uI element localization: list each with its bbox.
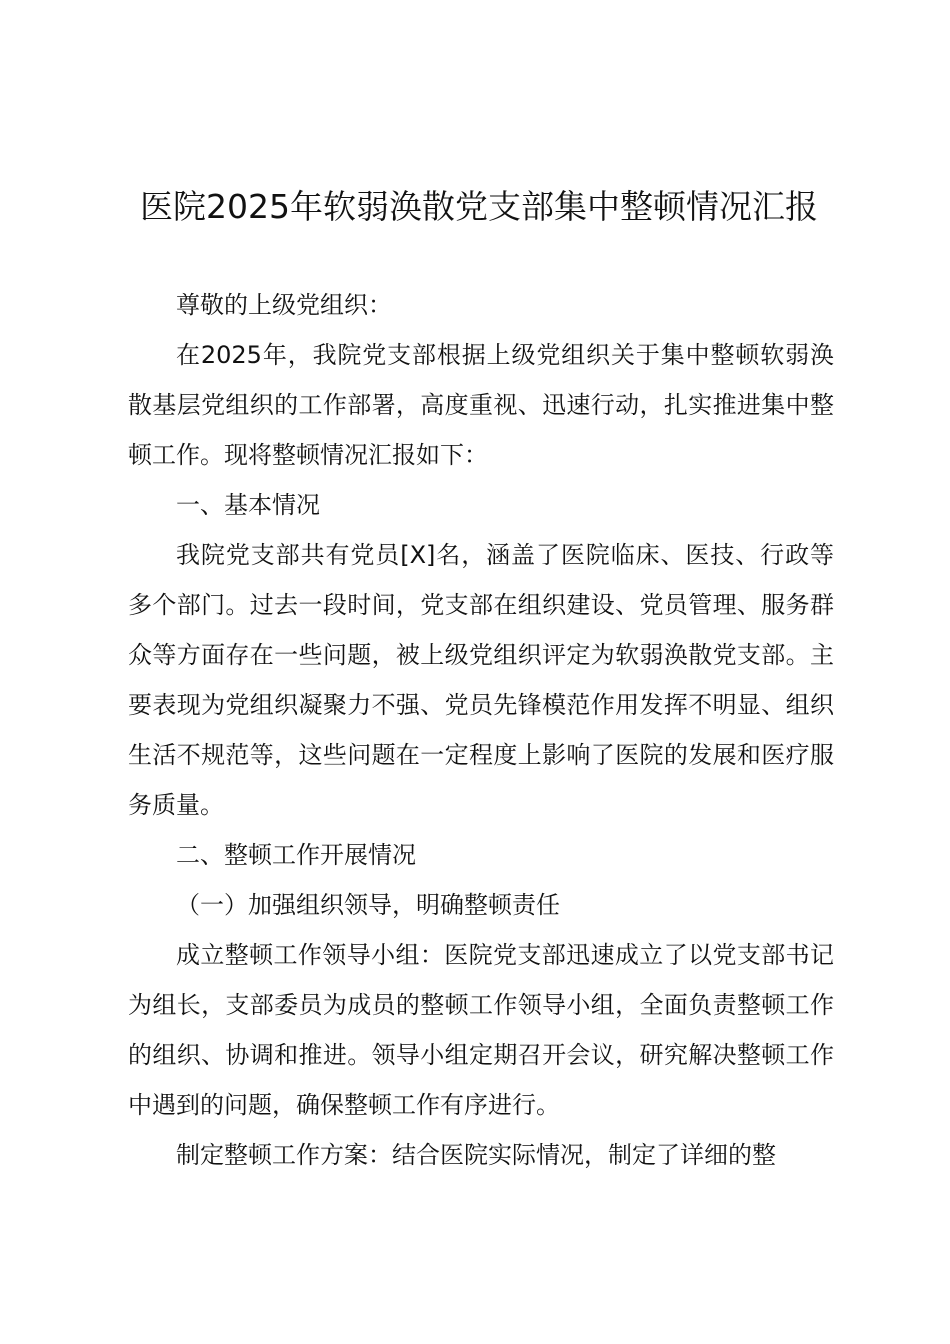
paragraph-plan: 制定整顿工作方案：结合医院实际情况，制定了详细的整 bbox=[176, 1141, 776, 1169]
section-heading-basic: 一、基本情况 bbox=[176, 491, 320, 519]
salutation: 尊敬的上级党组织： bbox=[176, 291, 392, 319]
document-body bbox=[128, 280, 834, 1180]
subsection-heading-leadership: （一）加强组织领导，明确整顿责任 bbox=[176, 891, 560, 919]
section-heading-work: 二、整顿工作开展情况 bbox=[176, 841, 416, 869]
paragraph-basic: 我院党支部共有党员[X]名，涵盖了医院临床、医技、行政等多个部门。过去一段时间，党支部在组织建设、党员管理、服务群众等方面存在一些问题，被上级党组织评定为软弱涣散党支部。主要表现为党组织凝聚力不强、党员先锋模范作用发挥不明显、组织生活不规范等，这些问题在一定程度上影响了医院的发展和医疗服务质量。 bbox=[128, 541, 834, 819]
paragraph-leadership-group: 成立整顿工作领导小组：医院党支部迅速成立了以党支部书记为组长，支部委员为成员的整顿工作领导小组，全面负责整顿工作的组织、协调和推进。领导小组定期召开会议，研究解决整顿工作中遇到的问题，确保整顿工作有序进行。 bbox=[128, 941, 834, 1119]
document-title: 医院2025年软弱涣散党支部集中整顿情况汇报 bbox=[140, 187, 818, 226]
paragraph-intro: 在2025年，我院党支部根据上级党组织关于集中整顿软弱涣散基层党组织的工作部署，高度重视、迅速行动，扎实推进集中整顿工作。现将整顿情况汇报如下： bbox=[128, 341, 834, 469]
